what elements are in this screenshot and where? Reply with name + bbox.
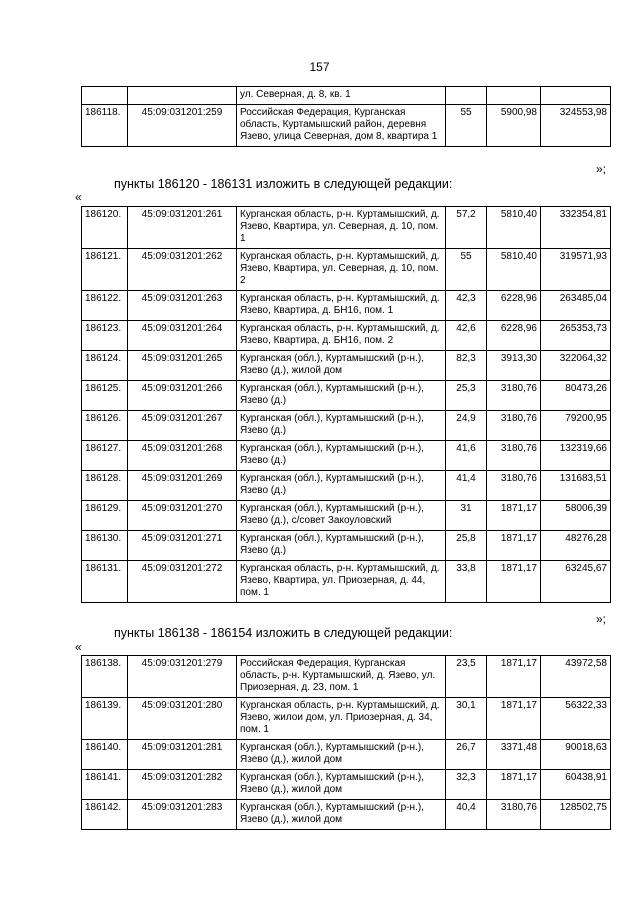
address-cell: Курганская (обл.), Куртамышский (р-н.), Язево (д.), жилой дом [237,351,446,381]
cadastral-number-cell: 45:09:031201:267 [128,411,237,441]
table-row [82,740,611,770]
address-cell: Курганская (обл.), Куртамышский (р-н.), Язево (д.) [237,471,446,501]
row-number-cell: 186121. [82,249,128,291]
cadastral-number-cell: 45:09:031201:281 [128,740,237,770]
row-number-cell: 186131. [82,561,128,603]
table-row [82,501,611,531]
cadastral-cost-cell: 132319,66 [541,441,611,471]
row-number-cell: 186118. [82,105,128,147]
unit-price-cell: 3913,30 [487,351,541,381]
address-cell: Российская Федерация, Курганская область, р-н. Куртамышский, д. Язево, ул. Приозерная, д. 23, пом. 1 [237,656,446,698]
row-number-cell: 186139. [82,698,128,740]
area-cell: 57,2 [446,207,487,249]
cadastral-number-cell: 45:09:031201:271 [128,531,237,561]
unit-price-cell: 1871,17 [487,531,541,561]
cadastral-number-cell: 45:09:031201:264 [128,321,237,351]
cadastral-number-cell: 45:09:031201:263 [128,291,237,321]
unit-price-cell: 1871,17 [487,501,541,531]
area-cell: 82,3 [446,351,487,381]
area-cell: 31 [446,501,487,531]
table-row [82,411,611,441]
table-row [82,381,611,411]
address-cell: Курганская (обл.), Куртамышский (р-н.), Язево (д.), жилой дом [237,740,446,770]
cadastral-number-cell: 45:09:031201:272 [128,561,237,603]
registry-table-bottom [81,655,611,830]
unit-price-cell: 3180,76 [487,381,541,411]
cadastral-cost-cell: 128502,75 [541,800,611,830]
row-number-cell: 186126. [82,411,128,441]
unit-price-cell [487,87,541,105]
table-row [82,249,611,291]
unit-price-cell: 5810,40 [487,249,541,291]
row-number-cell: 186125. [82,381,128,411]
table-row [82,105,611,147]
address-cell: Курганская область, р-н. Куртамышский, д. Язево, Квартира, ул. Северная, д. 10, пом. 1 [237,207,446,249]
cadastral-number-cell: 45:09:031201:280 [128,698,237,740]
cadastral-cost-cell: 319571,93 [541,249,611,291]
address-cell: Российская Федерация, Курганская область, Куртамышский район, деревня Язево, улица Северная, дом 8, квартира 1 [237,105,446,147]
address-cell: Курганская (обл.), Куртамышский (р-н.), Язево (д.) [237,441,446,471]
row-number-cell: 186128. [82,471,128,501]
cadastral-number-cell: 45:09:031201:282 [128,770,237,800]
table-row [82,471,611,501]
cadastral-cost-cell: 60438,91 [541,770,611,800]
area-cell: 41,4 [446,471,487,501]
unit-price-cell: 6228,96 [487,291,541,321]
cadastral-number-cell: 45:09:031201:269 [128,471,237,501]
cadastral-number-cell [128,87,237,105]
cadastral-number-cell: 45:09:031201:279 [128,656,237,698]
address-cell: Курганская (обл.), Куртамышский (р-н.), Язево (д.), жилой дом [237,800,446,830]
unit-price-cell: 1871,17 [487,656,541,698]
cadastral-number-cell: 45:09:031201:268 [128,441,237,471]
address-cell: Курганская область, р-н. Куртамышский, д. Язево, Квартира, ул. Северная, д. 10, пом. 2 [237,249,446,291]
registry-table-top [81,86,611,147]
area-cell: 55 [446,249,487,291]
row-number-cell: 186142. [82,800,128,830]
area-cell: 40,4 [446,800,487,830]
unit-price-cell: 3371,48 [487,740,541,770]
unit-price-cell: 1871,17 [487,698,541,740]
opening-quote: « [75,190,82,204]
unit-price-cell: 3180,76 [487,411,541,441]
area-cell [446,87,487,105]
table-row [82,87,611,105]
row-number-cell: 186138. [82,656,128,698]
page-number: 157 [309,60,330,74]
table-row [82,321,611,351]
table-row [82,770,611,800]
row-number-cell: 186122. [82,291,128,321]
amendment-instruction: пункты 186138 - 186154 изложить в следующей редакции: [114,626,453,640]
cadastral-cost-cell: 265353,73 [541,321,611,351]
cadastral-cost-cell: 90018,63 [541,740,611,770]
cadastral-number-cell: 45:09:031201:259 [128,105,237,147]
registry-table-middle [81,206,611,603]
row-number-cell: 186140. [82,740,128,770]
table-row [82,561,611,603]
unit-price-cell: 3180,76 [487,800,541,830]
unit-price-cell: 1871,17 [487,770,541,800]
table-row [82,531,611,561]
row-number-cell: 186124. [82,351,128,381]
area-cell: 33,8 [446,561,487,603]
cadastral-cost-cell: 322064,32 [541,351,611,381]
cadastral-cost-cell: 131683,51 [541,471,611,501]
cadastral-cost-cell: 56322,33 [541,698,611,740]
table-row [82,351,611,381]
cadastral-cost-cell: 80473,26 [541,381,611,411]
cadastral-number-cell: 45:09:031201:265 [128,351,237,381]
cadastral-cost-cell: 79200,95 [541,411,611,441]
area-cell: 24,9 [446,411,487,441]
table-row [82,656,611,698]
table-row [82,291,611,321]
table-row [82,698,611,740]
row-number-cell: 186130. [82,531,128,561]
cadastral-cost-cell [541,87,611,105]
address-cell: Курганская (обл.), Куртамышский (р-н.), Язево (д.), с/совет Закоуловский [237,501,446,531]
cadastral-cost-cell: 263485,04 [541,291,611,321]
closing-quote: »; [595,162,606,176]
address-cell: Курганская область, р-н. Куртамышский, д. Язево, жилои дом, ул. Приозерная, д. 34, пом. 1 [237,698,446,740]
cadastral-number-cell: 45:09:031201:266 [128,381,237,411]
unit-price-cell: 5900,98 [487,105,541,147]
unit-price-cell: 5810,40 [487,207,541,249]
area-cell: 41,6 [446,441,487,471]
unit-price-cell: 3180,76 [487,471,541,501]
opening-quote: « [75,640,82,654]
address-cell: Курганская область, р-н. Куртамышский, д. Язево, Квартира, д. БН16, пом. 1 [237,291,446,321]
area-cell: 55 [446,105,487,147]
row-number-cell: 186141. [82,770,128,800]
row-number-cell: 186127. [82,441,128,471]
row-number-cell: 186129. [82,501,128,531]
table-row [82,207,611,249]
row-number-cell: 186123. [82,321,128,351]
table-row [82,800,611,830]
cadastral-number-cell: 45:09:031201:270 [128,501,237,531]
amendment-instruction: пункты 186120 - 186131 изложить в следующей редакции: [114,177,453,191]
area-cell: 32,3 [446,770,487,800]
area-cell: 23,5 [446,656,487,698]
address-cell: Курганская (обл.), Куртамышский (р-н.), Язево (д.), жилой дом [237,770,446,800]
address-cell: Курганская (обл.), Куртамышский (р-н.), Язево (д.) [237,531,446,561]
unit-price-cell: 1871,17 [487,561,541,603]
area-cell: 26,7 [446,740,487,770]
cadastral-number-cell: 45:09:031201:261 [128,207,237,249]
row-number-cell [82,87,128,105]
address-cell: ул. Северная, д. 8, кв. 1 [237,87,446,105]
cadastral-cost-cell: 48276,28 [541,531,611,561]
area-cell: 25,3 [446,381,487,411]
cadastral-cost-cell: 43972,58 [541,656,611,698]
cadastral-cost-cell: 58006,39 [541,501,611,531]
area-cell: 30,1 [446,698,487,740]
address-cell: Курганская область, р-н. Куртамышский, д. Язево, Квартира, д. БН16, пом. 2 [237,321,446,351]
cadastral-number-cell: 45:09:031201:283 [128,800,237,830]
area-cell: 25,8 [446,531,487,561]
unit-price-cell: 6228,96 [487,321,541,351]
area-cell: 42,3 [446,291,487,321]
table-row [82,441,611,471]
address-cell: Курганская область, р-н. Куртамышский, д. Язево, Квартира, ул. Приозерная, д. 44, пом. 1 [237,561,446,603]
cadastral-cost-cell: 324553,98 [541,105,611,147]
area-cell: 42,6 [446,321,487,351]
cadastral-cost-cell: 332354,81 [541,207,611,249]
unit-price-cell: 3180,76 [487,441,541,471]
row-number-cell: 186120. [82,207,128,249]
closing-quote: »; [595,612,606,626]
address-cell: Курганская (обл.), Куртамышский (р-н.), Язево (д.) [237,411,446,441]
cadastral-cost-cell: 63245,67 [541,561,611,603]
cadastral-number-cell: 45:09:031201:262 [128,249,237,291]
address-cell: Курганская (обл.), Куртамышский (р-н.), Язево (д.) [237,381,446,411]
